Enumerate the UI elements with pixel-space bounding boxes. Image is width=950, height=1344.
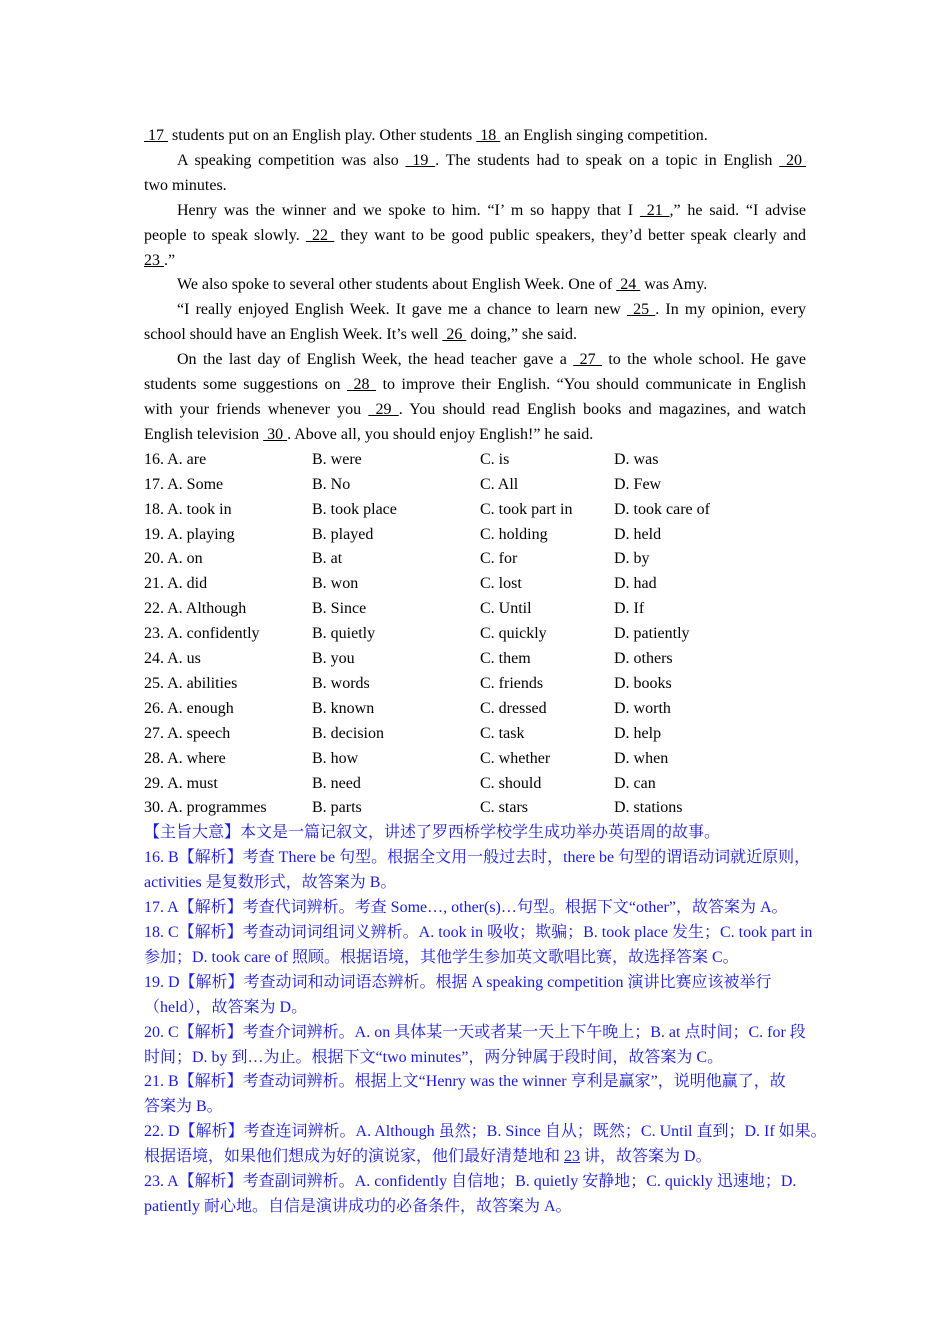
- passage-text: .”: [164, 251, 176, 269]
- explanation-line: activities 是复数形式，故答案为 B。: [144, 874, 397, 892]
- option-c: C. dressed: [480, 699, 547, 717]
- passage-text: English television: [144, 425, 264, 443]
- option-row-22: [144, 597, 806, 622]
- option-b: B. known: [312, 699, 375, 717]
- blank-20: 20: [779, 151, 807, 169]
- document-page: [144, 124, 827, 1220]
- option-b: B. No: [312, 475, 351, 493]
- passage-text: they want to be good public speakers, they’d better speak clearly and: [334, 226, 807, 244]
- option-a: 25. A. abilities: [144, 674, 238, 692]
- blank-18: 18: [476, 127, 501, 144]
- explanation-line: （held），故答案为 D。: [144, 998, 308, 1016]
- passage-text: . The students had to speak on a topic in English: [435, 151, 780, 169]
- explanation-text: 根据语境，如果他们想成为好的演说家，他们最好清楚地和: [144, 1148, 565, 1166]
- blank-19: 19: [405, 151, 436, 169]
- option-c: C. them: [480, 650, 531, 668]
- passage-line: [144, 373, 806, 398]
- passage: [144, 124, 806, 448]
- blank-29: 29: [368, 400, 399, 418]
- passage-text: to the whole school. He gave: [601, 351, 806, 369]
- option-d: D. had: [614, 575, 657, 593]
- option-c: C. friends: [480, 674, 544, 692]
- option-a: 27. A. speech: [144, 724, 231, 742]
- option-a: 26. A. enough: [144, 699, 234, 717]
- explanation-line: 22. D【解析】考查连词辨析。A. Although 虽然；B. Since 自从；既然；C. Until 直到；D. If 如果。: [144, 1123, 827, 1141]
- option-d: D. when: [614, 749, 669, 767]
- passage-line: [144, 124, 806, 149]
- passage-text: . You should read English books and magazines, and watch: [398, 400, 806, 418]
- passage-text: an English singing competition.: [500, 127, 708, 144]
- explanation-line: 18. C【解析】考查动词词组词义辨析。A. took in 吸收；欺骗；B. took place 发生；C. took part in: [144, 924, 813, 941]
- passage-text: “I really enjoyed English Week. It gave me a chance to learn new: [177, 301, 627, 319]
- option-row-30: [144, 796, 806, 821]
- option-d: D. help: [614, 724, 662, 742]
- passage-text: school should have an English Week. It’s well: [144, 326, 443, 344]
- blank-27: 27: [573, 351, 602, 369]
- passage-text: We also spoke to several other students about English Week. One of: [177, 276, 617, 294]
- option-a: 16. A. are: [144, 450, 207, 468]
- passage-line: [144, 174, 806, 199]
- option-b: B. played: [312, 525, 374, 543]
- option-b: B. words: [312, 674, 370, 692]
- option-c: C. should: [480, 774, 542, 792]
- passage-line: [144, 224, 806, 249]
- option-d: D. was: [614, 450, 659, 468]
- passage-text: to improve their English. “You should communicate in English: [376, 376, 807, 394]
- option-d: D. books: [614, 674, 672, 692]
- option-a: 18. A. took in: [144, 500, 232, 518]
- option-c: C. took part in: [480, 500, 573, 518]
- option-row-23: [144, 622, 806, 647]
- blank-30: 30: [263, 425, 288, 443]
- option-a: 23. A. confidently: [144, 625, 260, 643]
- option-d: D. held: [614, 525, 662, 543]
- explanation-line: 21. B【解析】考查动词辨析。根据上文“Henry was the winner 亨利是赢家”，说明他赢了，故: [144, 1073, 786, 1091]
- passage-line: [144, 323, 806, 348]
- option-a: 29. A. must: [144, 774, 218, 792]
- option-c: C. for: [480, 550, 518, 568]
- explanation-line: 16. B【解析】考查 There be 句型。根据全文用一般过去时，there be 句型的谓语动词就近原则，: [144, 849, 811, 867]
- option-c: C. Until: [480, 600, 532, 618]
- option-row-19: [144, 523, 806, 548]
- option-row-24: [144, 647, 806, 672]
- blank-23: 23: [144, 251, 164, 269]
- option-b: B. you: [312, 650, 355, 668]
- blank-22: 22: [305, 226, 335, 244]
- blank-24: 24: [616, 276, 641, 294]
- option-c: C. is: [480, 450, 510, 468]
- passage-text: was Amy.: [640, 276, 708, 294]
- passage-line: [144, 149, 806, 174]
- passage-text: On the last day of English Week, the head teacher gave a: [177, 351, 574, 369]
- option-row-27: [144, 722, 806, 747]
- explanation-line: 23. A【解析】考查副词辨析。A. confidently 自信地；B. quietly 安静地；C. quickly 迅速地；D.: [144, 1173, 797, 1191]
- blank-ref-23: 23: [564, 1148, 581, 1166]
- option-d: D. others: [614, 650, 673, 668]
- passage-text: students put on an English play. Other students: [168, 127, 477, 144]
- explanation-line: 时间；D. by 到…为止。根据下文“two minutes”，两分钟属于段时间，故答案为 C。: [144, 1048, 724, 1066]
- explanation-line: 参加；D. took care of 照顾。根据语境，其他学生参加英文歌唱比赛，故选择答案 C。: [144, 948, 739, 966]
- main-idea: 【主旨大意】本文是一篇记叙文，讲述了罗西桥学校学生成功举办英语周的故事。: [144, 824, 721, 842]
- passage-line: [144, 273, 806, 298]
- option-b: B. at: [312, 550, 343, 568]
- blank-21: 21: [639, 201, 670, 219]
- option-a: 17. A. Some: [144, 475, 224, 493]
- passage-text: with your friends whenever you: [144, 400, 369, 418]
- passage-line: [144, 348, 806, 373]
- option-a: 19. A. playing: [144, 525, 235, 543]
- explanation-line: 答案为 B。: [144, 1098, 223, 1116]
- passage-text: Henry was the winner and we spoke to him. “I’ m so happy that I: [177, 201, 640, 219]
- passage-line: [144, 199, 806, 224]
- option-d: D. patiently: [614, 625, 690, 643]
- explanation-text: 讲，故答案为 D。: [580, 1148, 712, 1166]
- explanation-line: 20. C【解析】考查介词辨析。A. on 具体某一天或者某一天上下午晚上；B. at 点时间；C. for 段: [144, 1023, 806, 1041]
- passage-line: [144, 249, 806, 274]
- option-row-25: [144, 672, 806, 697]
- option-d: D. worth: [614, 699, 671, 717]
- passage-text: two minutes.: [144, 176, 227, 194]
- passage-line: [144, 398, 806, 423]
- option-c: C. stars: [480, 799, 528, 817]
- option-b: B. parts: [312, 799, 362, 817]
- option-row-20: [144, 547, 806, 572]
- option-b: B. were: [312, 450, 362, 468]
- option-c: C. task: [480, 724, 525, 742]
- option-row-18: [144, 498, 806, 523]
- option-d: D. can: [614, 774, 656, 792]
- option-b: B. won: [312, 575, 359, 593]
- option-c: C. holding: [480, 525, 548, 543]
- option-b: B. how: [312, 749, 359, 767]
- option-row-26: [144, 697, 806, 722]
- option-d: D. If: [614, 600, 645, 618]
- passage-line: [144, 423, 806, 448]
- option-b: B. quietly: [312, 625, 376, 643]
- option-a: 20. A. on: [144, 550, 203, 568]
- option-row-28: [144, 747, 806, 772]
- option-a: 21. A. did: [144, 575, 208, 593]
- option-a: 28. A. where: [144, 749, 226, 767]
- option-c: C. All: [480, 475, 519, 493]
- option-row-17: [144, 473, 806, 498]
- option-a: 22. A. Although: [144, 600, 247, 618]
- passage-text: doing,” she said.: [466, 326, 578, 344]
- options-list: [144, 448, 806, 822]
- explanation-line: 19. D【解析】考查动词和动词语态辨析。根据 A speaking competition 演讲比赛应该被举行: [144, 973, 772, 991]
- passage-text: . In my opinion, every: [655, 301, 807, 319]
- option-c: C. lost: [480, 575, 522, 593]
- option-b: B. need: [312, 774, 361, 792]
- passage-text: . Above all, you should enjoy English!” he said.: [287, 425, 594, 443]
- option-row-21: [144, 572, 806, 597]
- option-c: C. quickly: [480, 625, 547, 643]
- option-b: B. Since: [312, 600, 367, 618]
- passage-text: students some suggestions on: [144, 376, 347, 394]
- blank-25: 25: [627, 301, 656, 319]
- blank-26: 26: [442, 326, 467, 344]
- option-row-16: [144, 448, 806, 473]
- answer-explanations: [144, 821, 827, 1220]
- option-c: C. whether: [480, 749, 551, 767]
- option-d: D. Few: [614, 475, 662, 493]
- option-a: 30. A. programmes: [144, 799, 267, 817]
- passage-line: [144, 298, 806, 323]
- blank-17: 17: [144, 127, 168, 144]
- option-d: D. took care of: [614, 500, 710, 518]
- explanation-line: 17. A【解析】考查代词辨析。考查 Some…, other(s)…句型。根据下文“other”，故答案为 A。: [144, 899, 788, 917]
- explanation-line: [144, 1145, 816, 1170]
- option-b: B. decision: [312, 724, 384, 742]
- passage-text: people to speak slowly.: [144, 226, 306, 244]
- blank-28: 28: [347, 376, 377, 394]
- option-d: D. by: [614, 550, 650, 568]
- passage-text: ,” he said. “I advise: [669, 201, 807, 219]
- option-row-29: [144, 772, 806, 797]
- passage-text: A speaking competition was also: [177, 151, 406, 169]
- explanation-line: patiently 耐心地。自信是演讲成功的必备条件，故答案为 A。: [144, 1197, 572, 1215]
- option-b: B. took place: [312, 500, 397, 518]
- option-a: 24. A. us: [144, 650, 201, 668]
- option-d: D. stations: [614, 799, 683, 817]
